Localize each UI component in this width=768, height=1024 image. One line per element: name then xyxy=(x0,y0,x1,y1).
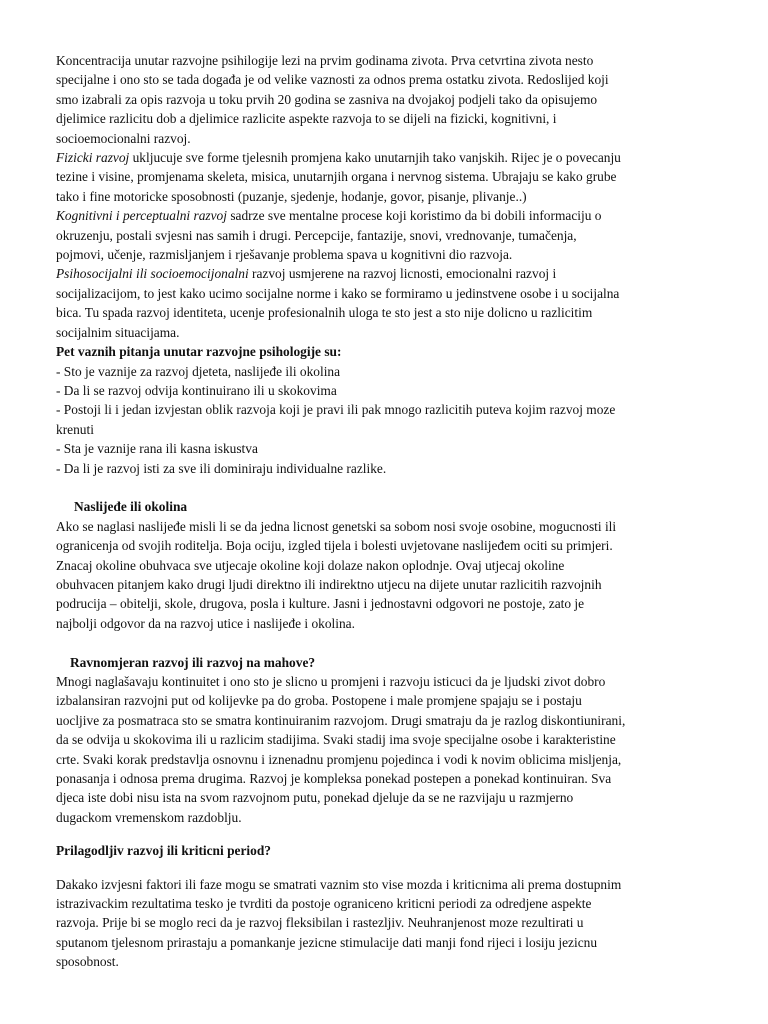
text-line: izbalansiran razvojni put od kolijevke pa do groba. Postopene i male promjene spajaju se i postaju xyxy=(56,693,582,709)
text-line: tezine i visine, promjenama skeleta, misica, unutarnjih organa i nervnog sistema. Ubrajaju se kako grube xyxy=(56,169,617,185)
text-line: najbolji odgovor da na razvoj utice i naslijeđe i okolina. xyxy=(56,615,355,631)
fizicki-paragraph xyxy=(56,148,728,206)
section-heading: Prilagodljiv razvoj ili kriticni period? xyxy=(56,843,271,859)
text-line: ponasanja i odnosa prema drugima. Razvoj je kompleksa ponekad postepen a ponekad kontinuiran. Sva xyxy=(56,771,612,786)
text-line xyxy=(56,148,728,167)
term-kognitivni: Kognitivni i perceptualni razvoj xyxy=(56,208,227,224)
text-line: Ako se naglasi naslijeđe misli li se da jedna licnost genetski sa sobom nosi svoje osobine, mogucnosti ili xyxy=(56,518,617,534)
text-line: djeca iste dobi nisu ista na svom razvojnom putu, ponekad djeluje da se ne razvijaju u razmjerno xyxy=(56,790,574,806)
text-line: Koncentracija unutar razvojne psihilogije lezi na prvim godinama zivota. Prva cetvrtina zivota nesto xyxy=(56,53,594,68)
spacer xyxy=(56,478,728,497)
text-line: obuhvacen pitanjem kako drugi ljudi direktno ili indirektno utjecu na dijete unutar razlicitih razvojnih xyxy=(56,576,602,592)
section-heading: Naslijeđe ili okolina xyxy=(74,499,188,515)
spacer xyxy=(56,827,728,841)
list-item: - Da li je razvoj isti za sve ili dominiraju individualne razlike. xyxy=(56,460,387,476)
text-line: ogranicenja od svojih roditelja. Boja ociju, izgled tijela i bolesti uvjetovane naslijeđem ociti su primjeri. xyxy=(56,538,613,554)
list-item: - Sta je vaznije rana ili kasna iskustva xyxy=(56,441,258,457)
prilagodljiv-section xyxy=(56,841,728,971)
text-line xyxy=(56,264,728,283)
text-line: Znacaj okoline obuhvaca sve utjecaje okoline koji dolaze nakon oplodnje. Ovaj utjecaj okoline xyxy=(56,557,565,573)
ravnomjeran-section xyxy=(56,653,728,828)
nasljede-section xyxy=(56,497,728,633)
text-run: razvoj usmjerene na razvoj licnosti, emocionalni razvoj i xyxy=(248,266,557,282)
text-line: Mnogi naglašavaju kontinuitet i ono sto je slicno u promjeni i razvoju isticuci da je ljudski zivot dobro xyxy=(56,673,606,689)
text-line: pojmovi, učenje, razmisljanjem i rješavanje problema spava u kognitivni dio razvoja. xyxy=(56,247,513,263)
kognitivni-paragraph xyxy=(56,206,728,264)
text-line: specijalne i ono sto se tada događa je od velike vaznosti za odnos prema ostatku zivota. Redoslijed koji xyxy=(56,72,609,88)
text-line: bica. Tu spada razvoj identiteta, ucenje profesionalnih uloga te sto jest a sto nije dolicno u razlicitim xyxy=(56,305,593,321)
psihosocijalni-paragraph xyxy=(56,264,728,342)
text-line: socijalizacijom, to jest kako ucimo socijalne norme i kako se formiramo u jedinstvene osobe i u socijalna xyxy=(56,285,620,301)
text-line: dugackom vremenskom razdoblju. xyxy=(56,809,242,825)
text-line: uocljive za posmatraca sto se smatra kontinuiranim razvojom. Drugi smatraju da je razlog diskontiunirani, xyxy=(56,712,626,728)
text-line: socioemocionalni razvoj. xyxy=(56,130,191,146)
section-heading: Ravnomjeran razvoj ili razvoj na mahove? xyxy=(70,654,316,670)
list-item: - Da li se razvoj odvija kontinuirano ili u skokovima xyxy=(56,382,337,398)
text-line xyxy=(56,206,728,225)
text-line: da se odvija u skokovima ili u razlicim stadijima. Svaki stadij ima svoje specijalne osobe i karakteristine xyxy=(56,732,616,748)
text-line: tako i fine motoricke sposobnosti (puzanje, sjedenje, hodanje, govor, pisanje, plivanje..) xyxy=(56,188,527,204)
term-fizicki: Fizicki razvoj xyxy=(56,150,130,166)
text-line: istrazivackim rezultatima tesko je tvrditi da postoje ograniceno kriticni periodi za odredjene aspekte xyxy=(56,896,592,912)
text-line: djelimice razlicitu dob a djelimice razlicite aspekte razvoja to se dijeli na fizicki, kognitivni, i xyxy=(56,111,557,127)
text-run: ukljucuje sve forme tjelesnih promjena kako unutarnjih tako vanjskih. Rijec je o povecanju xyxy=(129,150,621,166)
list-item: - Sto je vaznije za razvoj djeteta, naslijeđe ili okolina xyxy=(56,363,341,379)
text-line: crte. Svaki korak predstavlja osnovnu i iznenadnu promjenu pojedinca i vodi k novim oblicima misljenja, xyxy=(56,751,622,767)
text-line: razvoja. Prije bi se moglo reci da je razvoj fleksibilan i rastezljiv. Neuhranjenost moze rezultirati u xyxy=(56,915,584,931)
text-line: podrucija – obitelji, skole, drugova, posla i kulture. Jasni i jednostavni odgovori ne postoje, zato je xyxy=(56,596,585,612)
spacer xyxy=(56,861,728,875)
list-item: - Postoji li i jedan izvjestan oblik razvoja koji je pravi ili pak mnogo razlicitih puteva kojim razvoj moze xyxy=(56,402,616,418)
text-run: sadrze sve mentalne procese koji koristimo da bi dobili informaciju o xyxy=(226,208,602,224)
term-psihosocijalni: Psihosocijalni ili socioemocijonalni xyxy=(56,266,249,282)
spacer xyxy=(56,633,728,652)
list-item: krenuti xyxy=(56,421,94,437)
text-line: smo izabrali za opis razvoja u toku prvih 20 godina se zasniva na dvojakoj podjeli tako da opisujemo xyxy=(56,91,598,107)
section-heading: Pet vaznih pitanja unutar razvojne psihologije su: xyxy=(56,344,342,360)
intro-paragraph xyxy=(56,51,728,148)
text-line: okruzenju, postali svjesni nas samih i drugi. Percepcije, fantazije, snovi, vrednovanje, tumačenja, xyxy=(56,227,577,243)
pitanja-section xyxy=(56,342,728,478)
text-line: sposobnost. xyxy=(56,954,119,970)
text-line: sputanom tjelesnom prirastaju a pomankanje jezicne stimulacije dati manji fond rijeci i losiju jezicnu xyxy=(56,934,598,950)
text-line: socijalnim situacijama. xyxy=(56,324,180,340)
text-line: Dakako izvjesni faktori ili faze mogu se smatrati vaznim sto vise mozda i kriticnima ali prema dostupnim xyxy=(56,876,622,892)
